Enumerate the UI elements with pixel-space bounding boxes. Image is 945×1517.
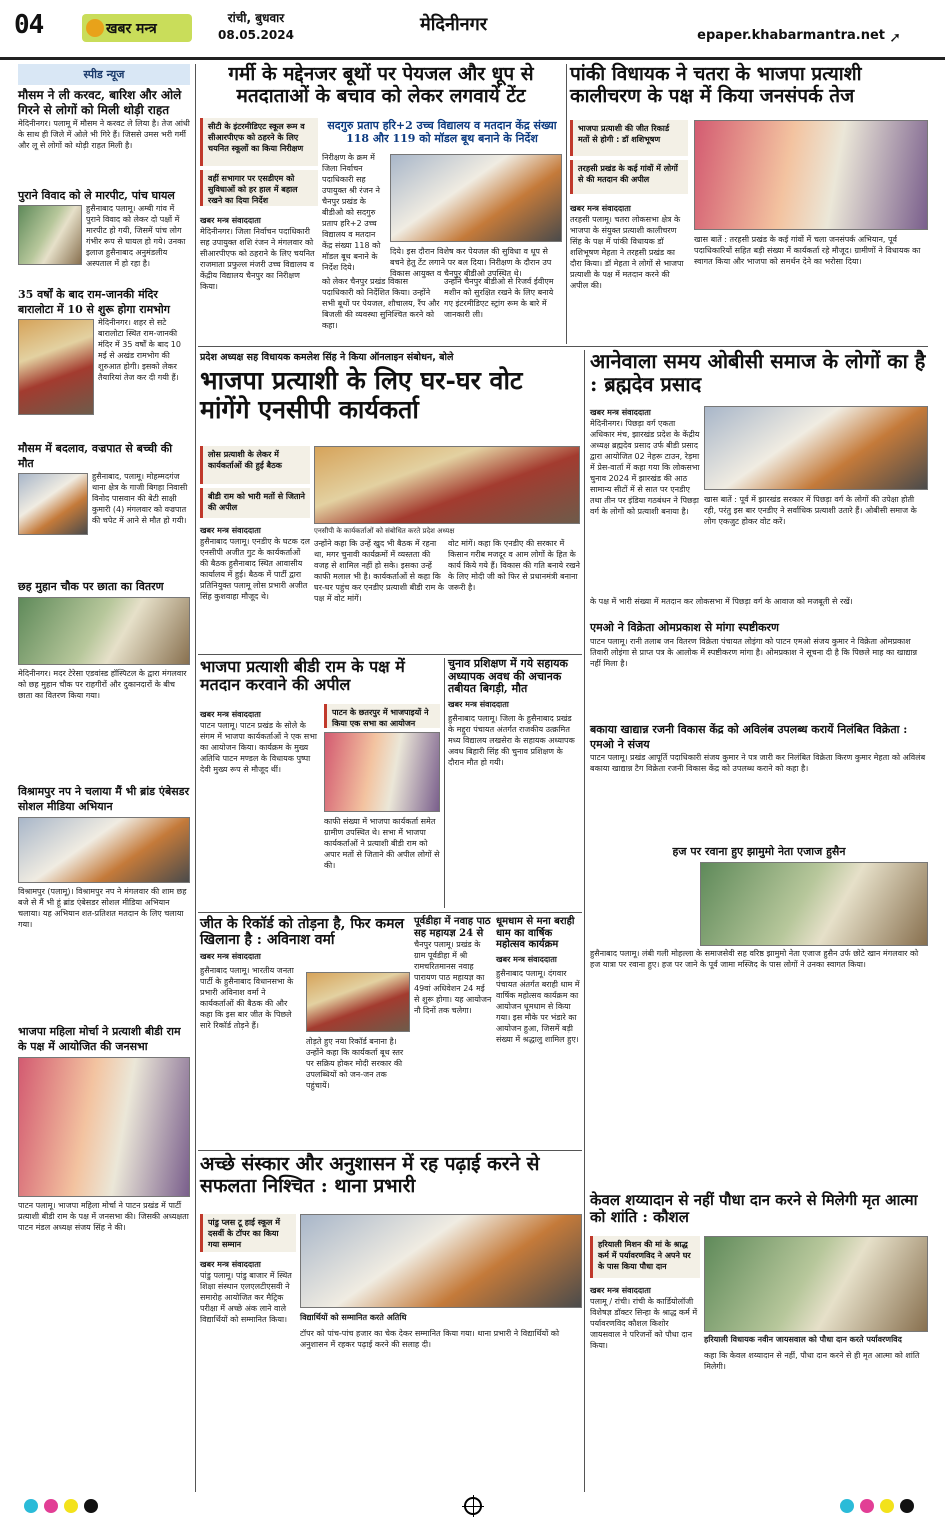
- obc-story: [590, 350, 928, 720]
- headline: भाजपा प्रत्याशी के लिए घर-घर वोट मांगेंगे एनसीपी कार्यकर्ता: [200, 366, 523, 424]
- story-title: पुराने विवाद को ले मारपीट, पांच घायल: [18, 189, 175, 202]
- story-body: तरहसी पलामू। चतरा लोकसभा क्षेत्र के भाजपा के संयुक्त प्रत्याशी कालीचरण सिंह के पक्ष में पांकी विधायक डॉ शशिभूषण मेहता ने तरहसी प्रखंड का दौरा किया। डॉ मेहता ने लोगों से भाजपा प्रत्याशी के पक्ष में मतदान करने की अपील की।: [570, 215, 684, 290]
- story-body: पलामू / रांची। रांची के कार्डियोलॉजी विशेषज्ञ डॉक्टर सिन्हा के श्राद्ध कर्म में पर्यावरणविद कौशल किशोर जायसवाल ने परिजनों को पौधा दान किया।: [590, 1297, 698, 1350]
- byline: खबर मन्त्र संवाददाता: [200, 952, 261, 962]
- column-divider: [566, 64, 567, 344]
- story-body: के पक्ष में भारी संख्या में मतदान कर लोकसभा में पिछड़ा वर्ग के आवाज को मजबूती से रखें।: [590, 597, 853, 606]
- story-body: उन्होंने चैनपुर बीडीओ से रिजर्व ईवीएम मशीन को सुरक्षित रखने के लिए बनाये गए इंटरमीडिएट स्ट्रांग रूम के बारे में जानकारी ली।: [444, 277, 554, 319]
- pull-quote: वहीं सभागार पर एसडीएम को सुविधाओं को हर हाल में बहाल रखने का दिया निर्देश: [200, 170, 318, 206]
- story-photo: [18, 205, 82, 265]
- row-divider: [198, 654, 582, 655]
- headline: भाजपा प्रत्याशी बीडी राम के पक्ष में मतदान करवाने की अपील: [200, 657, 405, 695]
- thana-prabhari-story: [200, 1154, 582, 1492]
- story-body: हुसैनाबाद पलामू। भारतीय जनता पार्टी के हुसैनाबाद विधानसभा के प्रभारी अविनाश वर्मा ने कार्यकर्ताओं की बैठक की और कहा कि इस बार जीत के पिछले सारे रिकॉर्ड तोड़ने हैं।: [200, 966, 294, 1031]
- story-body: उन्होंने कहा कि उन्हें खुद भी बैठक में रहना था, मगर चुनावी कार्यक्रमों में व्यस्तता की वजह से शामिल नहीं हो सके। इसका उन्हें काफी मलाल भी है। कार्यकर्ताओं से कहा कि घर-घर पहुंच कर एनडीए प्रत्याशी बीडी राम के पक्ष में वोट मांगें।: [314, 539, 444, 603]
- inspection-photo: [390, 154, 562, 242]
- byline: खबर मन्त्र संवाददाता: [200, 526, 261, 535]
- story-body: टॉपर को पांच-पांच हजार का चेक देकर सम्मानित किया गया। थाना प्रभारी ने विद्यार्थियों को अनुशासन में रहकर पढ़ाई करने की सलाह दी।: [300, 1329, 560, 1349]
- issue-date: 08.05.2024: [218, 28, 294, 42]
- story-body: मेदिनीनगर। पलामू में मौसम ने करवट ले लिया है। तेज आंधी के साथ ही जिले में ओले भी गिरे हैं। जिससे उमस भरी गर्मी और लू से लोगों को थोड़ी राहत मिली है।: [18, 119, 190, 150]
- color-dot: [900, 1499, 914, 1513]
- haj-story: [590, 844, 928, 1030]
- pull-quote: हरियाली मिशन की मां के श्राद्ध कर्म में पर्यावरणविद ने अपने घर के पास किया पौधा दान: [590, 1236, 700, 1278]
- pull-quote: पाटन के छतरपुर में भाजपाइयों ने किया एक सभा का आयोजन: [324, 704, 440, 728]
- column-divider: [444, 658, 445, 908]
- brand-logo[interactable]: [82, 14, 192, 42]
- ncp-story: [200, 350, 580, 650]
- ration-story: [590, 722, 928, 840]
- photo-caption: खास बातें : तरहसी प्रखंड के कई गांवों में चला जनसंपर्क अभियान, पूर्व पदाधिकारियों सहित बड़ी संख्या में कार्यकर्ता रहे मौजूद। ग्रामीणों ने विधायक का स्वागत किया और भाजपा को समर्थन देने का भरोसा दिया।: [694, 235, 921, 266]
- story-title: छह मुहान चौक पर छाता का वितरण: [18, 580, 164, 593]
- byline: खबर मन्त्र संवाददाता: [590, 408, 651, 417]
- story-body: हुसैनाबाद, पलामू। मोहम्मदगंज थाना क्षेत्र के गाजी बिगहा निवासी विनोद पासवान की बेटी साक्षी कुमारी (4) मंगलवार को वज्रपात की चपेट में आने से मौत हो गयी।: [92, 472, 188, 525]
- byline: खबर मन्त्र संवाददाता: [200, 710, 261, 719]
- story-body: पाटन पलामू। प्रखंड आपूर्ति पदाधिकारी संजय कुमार ने पत्र जारी कर निलंबित विक्रेता किरण कुमार मेहता को अविलंब बकाया खाद्यान्न टैग विक्रेता रजनी विकास केंद्र को उपलब्ध कराने को कहा है।: [590, 753, 926, 773]
- dateline: [218, 10, 294, 44]
- meeting-photo: [306, 972, 410, 1032]
- story-body: हुसैनाबाद पलामू। अम्बी गांव में पुराने विवाद को लेकर दो पक्षों में मारपीट हो गयी, जिसमें पांच लोग गंभीर रूप से घायल हो गये। उनका इलाज हुसैनाबाद अनुमंडलीय अस्पताल में हो रहा है।: [86, 204, 186, 268]
- headline: केवल शय्यादान से नहीं पौधा दान करने से मिलेगी मृत आत्मा को शांति : कौशल: [590, 1191, 918, 1227]
- registration-mark-icon: [464, 1497, 482, 1515]
- epaper-link[interactable]: epaper.khabarmantra.net: [697, 28, 885, 43]
- story-body: चैनपुर पलामू। प्रखंड के ग्राम पूर्वडीहा में श्री रामचरितमानस नवाह पारायण पाठ महायज्ञ का 49वां अधिवेशन 24 मई से शुरू होगा। यह आयोजन नौ दिनों तक चलेगा।: [414, 940, 492, 1015]
- story-body: कहा कि केवल शय्यादान से नहीं, पौधा दान करने से ही मृत आत्मा को शांति मिलेगी।: [704, 1351, 920, 1371]
- story-body: निरीक्षण के क्रम में जिला निर्वाचन पदाधिकारी सह उपायुक्त श्री रंजन ने चैनपुर प्रखंड के बीडीओ को सदगुरु प्रताप हरि+2 उच्च विद्यालय व मतदान केंद्र संख्या 118 को मॉडल बूथ बनाने के निर्देश दिये।: [322, 153, 381, 272]
- story-body: तोड़ते हुए नया रिकॉर्ड बनाना है। उन्होंने कहा कि कार्यकर्ता बूथ स्तर पर सक्रिय होकर मोदी सरकार की उपलब्धियों को जन-जन तक पहुंचायें।: [306, 1037, 404, 1090]
- headline: धूमधाम से मना बराही धाम का वार्षिक महोत्सव कार्यक्रम: [496, 916, 575, 950]
- column-divider: [195, 64, 196, 1492]
- color-dot: [44, 1499, 58, 1513]
- byline: खबर मन्त्र संवाददाता: [448, 699, 509, 709]
- story-photo: [18, 473, 88, 535]
- story-body: पांडु पलामू। पांडु बाजार में स्थित शिक्षा संस्थान एलएलटीएसवी ने समारोह आयोजित कर मैट्रिक परीक्षा में अच्छे अंक लाने वाले विद्यार्थियों को सम्मानित किया।: [200, 1271, 292, 1324]
- byline: खबर मन्त्र संवाददाता: [200, 216, 261, 225]
- headline: गर्मी के मद्देनजर बूथों पर पेयजल और धूप से मतदाताओं के बचाव को लेकर लगवायें टेंट: [228, 63, 534, 107]
- headline: अच्छे संस्कार और अनुशासन में रह पढ़ाई करने से सफलता निश्चित : थाना प्रभारी: [200, 1153, 540, 1197]
- story-body: मेदिनीनगर। शहर से सटे बारालोटा स्थित राम-जानकी मंदिर में 35 वर्षों के बाद 10 मई से अखंड रामभोग की शुरुआत होगी। इसको लेकर तैयारियां तेज कर दी गयी हैं।: [98, 318, 181, 382]
- pull-quote: सीटी के इंटरमीडिएट स्कूल रूम व सीआरपीएफ को ठहरने के लिए चयनित स्कूलों का किया निरीक्षण: [200, 118, 318, 166]
- story-body: मेदिनीनगर। मदर टेरेसा एडवांस्ड हॉस्पिटल के द्वारा मंगलवार को छह मुहान चौक पर राहगीरों और दुकानदारों के बीच छाता का वितरण किया गया।: [18, 669, 187, 700]
- story-title: बकाया खाद्यान्न रजनी विकास केंद्र को अविलंब उपलब्ध करायें निलंबित विक्रेता : एमओ ने संजय: [590, 723, 908, 751]
- speed-news-header: स्पीड न्यूज: [18, 64, 190, 85]
- story-body: काफी संख्या में भाजपा कार्यकर्ता समेत ग्रामीण उपस्थित थे। सभा में भाजपा कार्यकर्ताओं ने प्रत्याशी बीडी राम को अपार मतों से जिताने की अपील लोगों से की।: [324, 817, 440, 870]
- campaign-photo: [18, 817, 190, 883]
- byline: खबर मन्त्र संवाददाता: [496, 954, 557, 964]
- tree-donation-photo: [704, 1236, 928, 1332]
- story-body: मेदिनीनगर। जिला निर्वाचन पदाधिकारी सह उपायुक्त शशि रंजन ने मंगलवार को सीआरपीएफ को ठहराने के लिए चयनित राजमाता प्रफुल्ल मंजरी उच्च विद्यालय व केंद्रीय विद्यालय चैनपुर का निरीक्षण किया।: [200, 227, 315, 291]
- meeting-photo: [314, 446, 580, 524]
- headline: चुनाव प्रशिक्षण में गये सहायक अध्यापक अवध की अचानक तबीयत बिगड़ी, मौत: [448, 657, 568, 696]
- kicker: प्रदेश अध्यक्ष सह विधायक कमलेश सिंह ने किया ऑनलाइन संबोधन, बोले: [200, 350, 580, 363]
- headline: पांकी विधायक ने चतरा के भाजपा प्रत्याशी कालीचरण के पक्ष में किया जनसंपर्क तेज: [570, 63, 862, 107]
- cursor-icon: ➚: [889, 30, 901, 46]
- bd-ram-appeal-story: [200, 658, 440, 908]
- pull-quote: बीडी राम को भारी मतों से जिताने की अपील: [200, 488, 310, 518]
- story-body: मेदिनीनगर। पिछड़ा वर्ग एकता अधिकार मंच, झारखंड प्रदेश के केंद्रीय अध्यक्ष ब्रह्मदेव प्रसाद उर्फ बीडी प्रसाद द्वारा आयोजित 02 नेहरू टाउन, रेड़मा में प्रेस-वार्ता में कहा गया कि लोकसभा चुनाव 2024 में झारखंड की आठ सामान्य सीटों में से सात पर एनडीए तथा तीन पर इंडिया गठबंधन ने पिछड़ा वर्ग के लोगों को प्रत्याशी बनाया है।: [590, 419, 700, 516]
- story-body: हुसैनाबाद पलामू। जिला के हुसैनाबाद प्रखंड के मद्दुरा पंचायत अंतर्गत राजकीय उत्क्रमित मध्य विद्यालय लखसेरा के सहायक अध्यापक अवध बिहारी सिंह की चुनाव प्रशिक्षण के दौरान मौत हो गयी।: [448, 713, 575, 767]
- meeting-photo: [324, 732, 440, 812]
- photo-caption: विद्यार्थियों को सम्मानित करते अतिथि: [300, 1313, 407, 1322]
- photo-caption: खास बातें : पूर्व में झारखंड सरकार में पिछड़ा वर्ग के लोगों की उपेक्षा होती रही, परंतु इस बार एनडीए ने सर्वाधिक प्रत्याशी उतारे हैं। ओबीसी समाज के लोग एकजुट होकर वोट करें।: [704, 495, 917, 526]
- column-divider: [584, 350, 585, 1492]
- story-title: 35 वर्षों के बाद राम-जानकी मंदिर बारालोटा में 10 से शुरू होगा रामभोग: [18, 288, 170, 316]
- tree-donation-story: [590, 1192, 928, 1492]
- top-right-story: [570, 64, 928, 344]
- byline: खबर मन्त्र संवाददाता: [570, 204, 631, 213]
- photo-caption: हरियाली विधायक नवीन जायसवाल को पौधा दान करते पर्यावरणविद: [704, 1335, 902, 1344]
- barahi-dham-story: [496, 916, 582, 1148]
- city-day: रांची, बुधवार: [227, 11, 285, 25]
- story-title: विश्रामपुर नप ने चलाया मैं भी ब्रांड एंबेसडर सोशल मीडिया अभियान: [18, 785, 190, 813]
- byline: खबर मन्त्र संवाददाता: [590, 1286, 651, 1295]
- story-body: हुसैनाबाद पलामू। लंबी गली मोहल्ला के समाजसेवी सह वरिष्ठ झामुमो नेता एजाज हुसैन उर्फ छोटे खान मंगलवार को हज यात्रा पर रवाना हुए। हज पर जाने के पूर्व जामा मस्जिद के पास लोगों ने उनका स्वागत किया।: [590, 949, 919, 969]
- page-number: 04: [14, 10, 44, 40]
- color-dot: [64, 1499, 78, 1513]
- row-divider: [198, 1150, 582, 1151]
- row-divider: [198, 912, 582, 913]
- top-center-story: [200, 64, 562, 344]
- row-divider: [198, 346, 928, 347]
- pull-quote: तरहसी प्रखंड के कई गांवों में लोगों से की मतदान की अपील: [570, 160, 688, 194]
- story-body: पाटन पलामू। भाजपा महिला मोर्चा ने पाटन प्रखंड में पार्टी प्रत्याशी बीडी राम के पक्ष में जनसभा की। जिसकी अध्यक्षता पाटन मंडल अध्यक्ष संजय सिंह ने की।: [18, 1201, 189, 1232]
- pull-quote: पांडु प्लस टू हाई स्कूल में दसवीं के टॉपर का किया गया सम्मान: [200, 1214, 296, 1252]
- story-title: एमओ ने विक्रेता ओमप्रकाश से मांगा स्पष्टीकरण: [590, 621, 779, 634]
- headline: जीत के रिकॉर्ड को तोड़ना है, फिर कमल खिलाना है : अविनाश वर्मा: [200, 916, 405, 949]
- color-dot: [880, 1499, 894, 1513]
- color-dot: [840, 1499, 854, 1513]
- teacher-death-story: [448, 658, 580, 908]
- brand-icon: [86, 19, 104, 37]
- left-column: [18, 64, 190, 1494]
- story-title: मौसम में बदलाव, वज्रपात से बच्ची की मौत: [18, 442, 173, 470]
- press-conference-photo: [704, 406, 928, 490]
- avinash-story: [200, 916, 410, 1148]
- color-dot: [24, 1499, 38, 1513]
- pull-quote: भाजपा प्रत्याशी की जीत रिकार्ड मतों से होगी : डॉ शशिभूषण: [570, 120, 688, 156]
- sub-headline: सदगुरु प्रताप हरि+2 उच्च विद्यालय व मतदान केंद्र संख्या 118 और 119 को मॉडल बूथ बनाने के निर्देश: [327, 119, 557, 145]
- story-title: मौसम ने ली करवट, बारिश और ओले गिरने से लोगों को मिली थोड़ी राहत: [18, 88, 182, 117]
- story-body: पाटन पलामू। रानी तलाब जन वितरण विक्रेता पंचायत लोइंगा को पाटन एमओ संजय कुमार ने विक्रेता ओमप्रकाश तिवारी लोइंगा से प्राप्त पत्र के आलोक में स्पष्टीकरण मांगा है। ओमप्रकाश ने सूचना दी है कि पिछले माह का खाद्यान्न नहीं मिला है।: [590, 637, 918, 668]
- story-body: हुसैनाबाद पलामू। दंगवार पंचायत अंतर्गत बराही धाम में वार्षिक महोत्सव कार्यक्रम का आयोजन धूमधाम से किया गया। इस मौके पर भंडारे का आयोजन हुआ, जिसमें बड़ी संख्या में श्रद्धालु शामिल हुए।: [496, 968, 580, 1044]
- story-body: पाटन पलामू। पाटन प्रखंड के सोले के संगम में भाजपा कार्यकर्ताओं ने एक सभा का आयोजन किया। कार्यक्रम के मुख्य अतिथि पाटन मण्डल के विधायक पुष्पा देवी मुख्य रूप से मौजूद थीं।: [200, 721, 317, 774]
- byline: खबर मन्त्र संवाददाता: [200, 1260, 261, 1269]
- masthead: [0, 0, 945, 60]
- story-body: वोट मांगें। कहा कि एनडीए की सरकार में किसान गरीब मजदूर व आम लोगों के हित के कार्य किये गये हैं। विकास की गति बनाये रखने के लिए मोदी जी को फिर से प्रधानमंत्री बनाना जरूरी है।: [448, 539, 580, 592]
- story-body: विश्रामपुर (पलामू)। विश्रामपुर नप ने मंगलवार की शाम छह बजे से मैं भी हूं ब्रांड एंबेसडर सोशल मीडिया अभियान चलाया। यह अभियान शत-प्रतिशत मतदान के लिए चलाया गया।: [18, 887, 187, 929]
- photo-caption: एनसीपी के कार्यकर्ताओं को संबोधित करते प्रदेश अध्यक्ष: [314, 527, 455, 535]
- color-dot: [84, 1499, 98, 1513]
- headline: पूर्वडीहा में नवाह पाठ सह महायज्ञ 24 से: [414, 916, 491, 939]
- brand-name: खबर मन्त्र: [106, 21, 157, 37]
- story-body: को लेकर चैनपुर प्रखंड विकास पदाधिकारी को निर्देशित किया। उन्होंने सभी बूथों पर पेयजल, शौचालय, रैंप और बिजली की व्यवस्था सुनिश्चित करने को कहा।: [322, 277, 440, 330]
- story-title: भाजपा महिला मोर्चा ने प्रत्याशी बीडी राम के पक्ष में आयोजित की जनसभा: [18, 1025, 181, 1053]
- headline: आनेवाला समय ओबीसी समाज के लोगों का है : ब्रह्मदेव प्रसाद: [590, 349, 926, 396]
- story-body: हुसैनाबाद पलामू। एनडीए के घटक दल एनसीपी अजीत गुट के कार्यकर्ताओं की बैठक हुसैनाबाद स्थित आवासीय कार्यालय में हुई। बैठक में पार्टी द्वारा प्रतिनियुक्त पलामू लोस प्रभारी अजीत सिंह कुशवाहा मौजूद थे।: [200, 537, 310, 601]
- temple-photo: [18, 319, 94, 415]
- mahila-morcha-photo: [18, 1057, 190, 1197]
- campaign-photo: [694, 120, 928, 230]
- pull-quote: लोस प्रत्याशी के लेकर में कार्यकर्ताओं की हुई बैठक: [200, 446, 310, 484]
- story-title: हज पर रवाना हुए झामुमो नेता एजाज हुसैन: [672, 845, 846, 858]
- yagya-story: [414, 916, 492, 1148]
- haj-send-off-photo: [700, 862, 928, 946]
- color-dot: [860, 1499, 874, 1513]
- umbrella-distribution-photo: [18, 597, 190, 665]
- section-title: मेदिनीनगर: [420, 14, 488, 35]
- felicitation-photo: [300, 1214, 582, 1308]
- story-body: दिये। इस दौरान विशेष कर पेयजल की सुविधा व धूप से बचने हेतु टेंट लगाने पर बल दिया। निरीक्षण के दौरान उप विकास आयुक्त व चैनपुर बीडीओ उपस्थित थे।: [390, 247, 552, 278]
